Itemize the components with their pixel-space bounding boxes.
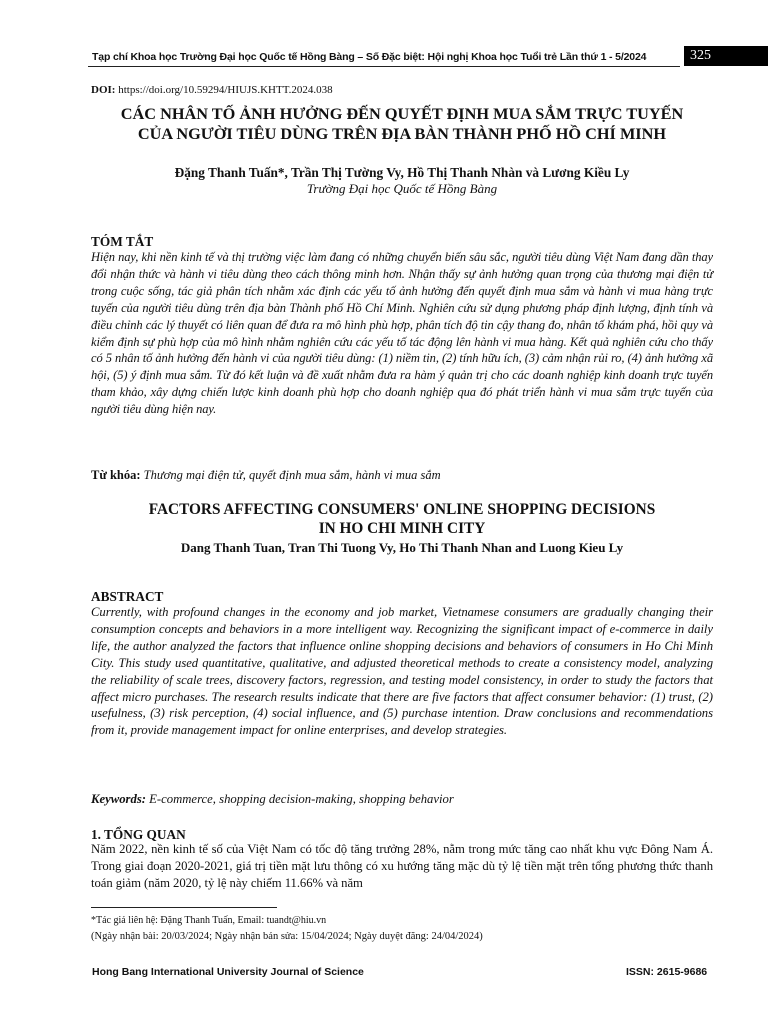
keywords-vi-list: Thương mại điện tử, quyết định mua sắm, hành vi mua sắm — [140, 468, 441, 482]
title-en-line-2: IN HO CHI MINH CITY — [318, 520, 486, 537]
title-english — [91, 500, 713, 538]
header-divider — [88, 66, 680, 67]
keywords-english — [91, 791, 713, 808]
title-vi-line-1: CÁC NHÂN TỐ ẢNH HƯỞNG ĐẾN QUYẾT ĐỊNH MUA SẮM TRỰC TUYẾN — [120, 104, 684, 123]
authors-english: Dang Thanh Tuan, Tran Thi Tuong Vy, Ho Thi Thanh Nhan and Luong Kieu Ly — [180, 540, 624, 555]
abstract-en-text: Currently, with profound changes in the economy and job market, Vietnamese consumers are gradually changing their consumption concepts and behaviors in a more intelligent way. Recognizing the significant impact of e-commerce in daily life, the author analyzed the factors that influence online shopping decisions and behaviors of consumers in Ho Chi Minh City. This study used quantitative, qualitative, and adjusted theoretical methods to create a consistency model, analyzing the reliability of scale trees, discovery factors, regression, and testing model consistency, in order to study the factors that affect micro purchases. The research results indicate that there are five factors that affect consumer behavior: (1) trust, (2) usefulness, (3) risk perception, (4) social influence, and (5) purchase intention. Draw conclusions and recommendations from it, provide management impact for online enterprises, and develop strategies. — [91, 605, 713, 738]
footnote-divider — [91, 907, 277, 908]
doi-link[interactable]: https://doi.org/10.59294/HIUJS.KHTT.2024.038 — [115, 84, 333, 96]
footer-issn: ISSN: 2615-9686 — [626, 966, 708, 978]
abstract-vi-heading: TÓM TẮT — [91, 234, 154, 249]
journal-header: Tạp chí Khoa học Trường Đại học Quốc tế Hồng Bàng – Số Đặc biệt: Hội nghị Khoa học Tuổi trẻ Lần thứ 1 - 5/2024 — [92, 51, 647, 63]
title-vietnamese — [91, 104, 713, 144]
title-en-line-1: FACTORS AFFECTING CONSUMERS' ONLINE SHOPPING DECISIONS — [148, 501, 656, 518]
abstract-vi-text: Hiện nay, khi nền kinh tế và thị trường việc làm đang có những chuyển biến sâu sắc, người tiêu dùng Việt Nam đang dần thay đổi nhận thức và hành vi tiêu dùng theo cách thông minh hơn. Nhận thấy sự ảnh hưởng quan trọng của thương mại điện tử trong cuộc sống, tác giả phân tích nhằm xác định các yếu tố ảnh hưởng đến quyết định mua sắm và hành vi mua hàng trực tuyến của người tiêu dùng trên địa bàn Thành phố Hồ Chí Minh. Nghiên cứu sử dụng phương pháp định lượng, định tính và điều chỉnh các lý thuyết có liên quan để đưa ra mô hình phù hợp, phân tích độ tin cậy thang đo, nhân tố khám phá, hồi quy và kiểm định sự phù hợp của mô hình nhằm nghiên cứu các yếu tố tác động lên hành vi mua hàng. Kết quả nghiên cứu cho thấy có 5 nhân tố ảnh hưởng đến hành vi của người tiêu dùng: (1) niềm tin, (2) tính hữu ích, (3) cảm nhận rủi ro, (4) ảnh hưởng xã hội, (5) ý định mua sắm. Từ đó kết luận và đề xuất nhằm đưa ra hàm ý quản trị cho các doanh nghiệp kinh doanh trực tuyến tham khảo, xây dựng chiến lược kinh doanh phù hợp cho doanh nghiệp qua đó phát triển hành vi mua sắm trực tuyến của người tiêu dùng hiện nay. — [91, 250, 713, 417]
keywords-vietnamese — [91, 467, 713, 484]
keywords-vi-label: Từ khóa: — [91, 468, 141, 482]
authors-vietnamese: Đặng Thanh Tuấn*, Trần Thị Tường Vy, Hồ Thị Thanh Nhàn và Lương Kiều Ly — [174, 165, 630, 180]
doi-line[interactable] — [91, 84, 713, 96]
doi-label: DOI: — [91, 84, 116, 96]
abstract-en-heading: ABSTRACT — [91, 589, 164, 604]
title-vi-line-2: CỦA NGƯỜI TIÊU DÙNG TRÊN ĐỊA BÀN THÀNH PHỐ HỒ CHÍ MINH — [137, 124, 667, 143]
footnote-corresponding-author: *Tác giả liên hệ: Đặng Thanh Tuấn, Email: tuandt@hiu.vn — [91, 915, 327, 926]
keywords-en-label: Keywords: — [91, 792, 146, 806]
footer-journal-name: Hong Bang International University Journal of Science — [92, 966, 364, 978]
keywords-en-list: E-commerce, shopping decision-making, shopping behavior — [145, 792, 454, 806]
footnote-dates: (Ngày nhận bài: 20/03/2024; Ngày nhận bản sửa: 15/04/2024; Ngày duyệt đăng: 24/04/2024) — [91, 931, 483, 942]
section-1-text: Năm 2022, nền kinh tế số của Việt Nam có tốc độ tăng trưởng 28%, nằm trong mức tăng cao nhất khu vực Đông Nam Á. Trong giai đoạn 2020-2021, giá trị tiền mặt lưu thông có xu hướng tăng mặc dù tỷ lệ tiền mặt trên tổng phương thức thanh toán giảm (năm 2020, tỷ lệ này chiếm 11.66% và năm — [91, 842, 713, 890]
section-1-heading: 1. TỔNG QUAN — [91, 827, 186, 842]
affiliation: Trường Đại học Quốc tế Hồng Bàng — [306, 181, 498, 196]
page-number: 325 — [684, 46, 768, 66]
